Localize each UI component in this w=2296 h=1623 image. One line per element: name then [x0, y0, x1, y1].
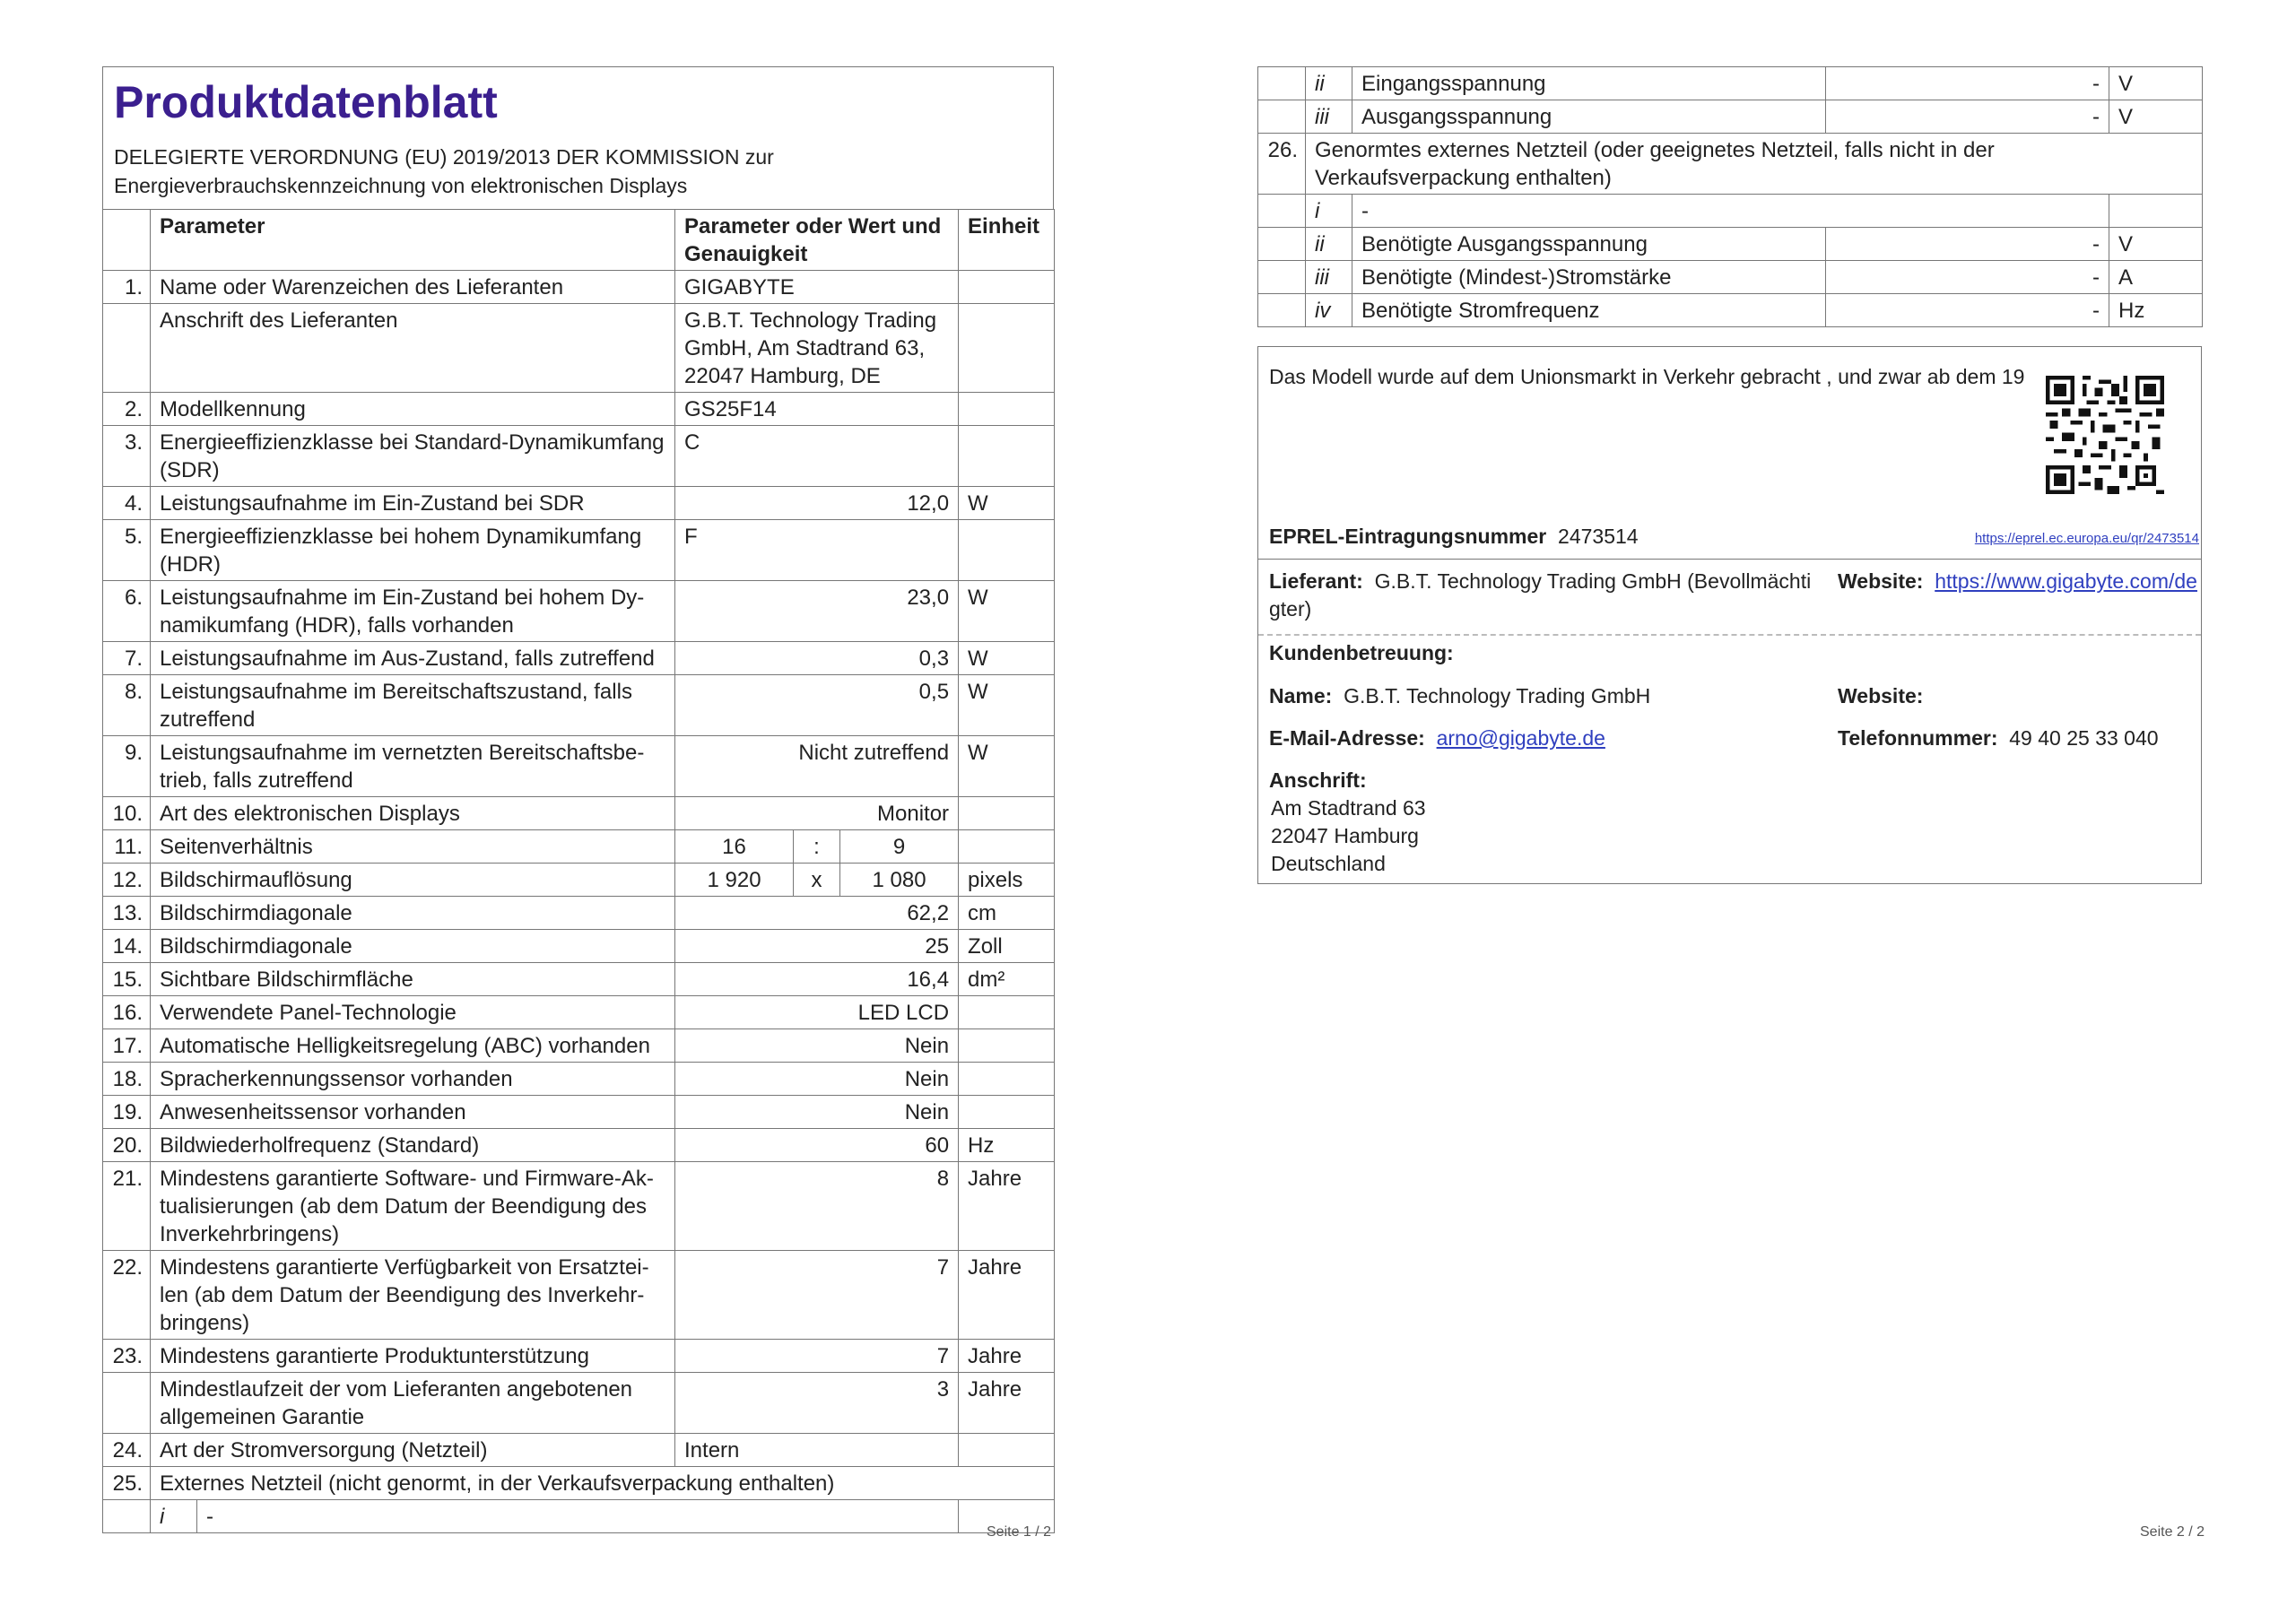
eprel-info-box	[1257, 346, 2202, 884]
table-row	[103, 963, 1055, 996]
row-value: 60	[675, 1129, 959, 1162]
table-row	[1258, 261, 2203, 294]
name-label: Name:	[1269, 684, 1333, 707]
aspect-width: 16	[675, 830, 794, 864]
table-row	[103, 1096, 1055, 1129]
divider	[1258, 559, 2201, 560]
row-value: 23,0	[675, 581, 959, 642]
row-parameter: Leistungsaufnahme im Aus-Zustand, falls zutreffend	[151, 642, 675, 675]
email-label: E-Mail-Adresse:	[1269, 726, 1425, 750]
customer-phone	[1838, 725, 2159, 752]
table-row	[103, 1251, 1055, 1340]
row-number: 6.	[103, 581, 151, 642]
row-number: 8.	[103, 675, 151, 736]
row-value: F	[675, 520, 959, 581]
row-value: GS25F14	[675, 393, 959, 426]
page-number-1: Seite 1 / 2	[987, 1524, 1052, 1540]
row-value: Nein	[675, 1063, 959, 1096]
row-unit	[959, 1029, 1055, 1063]
table-row	[103, 1467, 1055, 1500]
row-number	[103, 304, 151, 393]
table-row	[103, 897, 1055, 930]
table-row	[103, 736, 1055, 797]
row-parameter: Anschrift des Lieferanten	[151, 304, 675, 393]
eprel-registration	[1269, 523, 1639, 551]
row-unit	[959, 1063, 1055, 1096]
customer-service-label: Kundenbetreuung:	[1269, 641, 1454, 664]
table-row	[103, 581, 1055, 642]
table-row	[103, 271, 1055, 304]
sub-label: Ausgangsspannung	[1352, 100, 1826, 134]
row-parameter: Anwesenheitssensor vorhanden	[151, 1096, 675, 1129]
sub-value: -	[1826, 100, 2109, 134]
table-row	[103, 930, 1055, 963]
row-parameter: Energieeffizienzklasse bei Standard-Dynamikumfang (SDR)	[151, 426, 675, 487]
row-unit: Hz	[959, 1129, 1055, 1162]
sub-label: Benötigte (Mindest-)Stromstärke	[1352, 261, 1826, 294]
customer-website-label: Website:	[1838, 684, 1924, 707]
resolution-width: 1 920	[675, 864, 794, 897]
row-number: 12.	[103, 864, 151, 897]
row-number: 20.	[103, 1129, 151, 1162]
row-unit	[959, 1434, 1055, 1467]
row-number: 4.	[103, 487, 151, 520]
row-value: 62,2	[675, 897, 959, 930]
supplier-website	[1838, 568, 2198, 595]
row-unit	[959, 426, 1055, 487]
eprel-link[interactable]: https://eprel.ec.europa.eu/qr/2473514	[1974, 531, 2199, 546]
row-value: 0,3	[675, 642, 959, 675]
table-row	[103, 304, 1055, 393]
row-number	[1258, 261, 1306, 294]
table-row	[1258, 294, 2203, 327]
row-parameter: Art des elektronischen Displays	[151, 797, 675, 830]
sub-index: ii	[1306, 228, 1352, 261]
row-unit: V	[2109, 67, 2203, 100]
row-parameter: Sichtbare Bildschirmfläche	[151, 963, 675, 996]
row-unit: V	[2109, 228, 2203, 261]
address-label: Anschrift:	[1269, 768, 1367, 792]
market-placement-text: Das Modell wurde auf dem Unionsmarkt in Verkehr gebracht , und zwar ab dem 19	[1269, 365, 2025, 388]
table-row	[1258, 228, 2203, 261]
row-parameter: Automatische Helligkeitsregelung (ABC) vorhanden	[151, 1029, 675, 1063]
table-row	[1258, 67, 2203, 100]
table-row	[103, 864, 1055, 897]
supplier-value: G.B.T. Technology Trading GmbH (Bevollmächti gter)	[1269, 569, 1812, 621]
row-unit: W	[959, 675, 1055, 736]
sub-value: -	[1826, 261, 2109, 294]
table-row	[103, 642, 1055, 675]
row-unit	[959, 830, 1055, 864]
row-number	[103, 1373, 151, 1434]
website-link[interactable]: https://www.gigabyte.com/de	[1935, 569, 2197, 593]
row-unit: A	[2109, 261, 2203, 294]
row-unit: Jahre	[959, 1373, 1055, 1434]
table-row	[103, 797, 1055, 830]
row-number: 7.	[103, 642, 151, 675]
phone-label: Telefonnummer:	[1838, 726, 1998, 750]
table-row	[103, 1063, 1055, 1096]
row-value: Nein	[675, 1029, 959, 1063]
row-number: 26.	[1258, 134, 1306, 195]
table-row	[103, 1373, 1055, 1434]
row-value: 3	[675, 1373, 959, 1434]
row-value: Nicht zutreffend	[675, 736, 959, 797]
row-value: 0,5	[675, 675, 959, 736]
row-number: 17.	[103, 1029, 151, 1063]
row-number: 5.	[103, 520, 151, 581]
row-parameter: Mindestens garantierte Verfügbarkeit von Ersatzteilen (ab dem Datum der Beendigung des Inverkehrbringens)	[151, 1251, 675, 1340]
row-number: 22.	[103, 1251, 151, 1340]
row-value: G.B.T. Technology Trading GmbH, Am Stadtrand 63, 22047 Hamburg, DE	[675, 304, 959, 393]
row-unit	[959, 393, 1055, 426]
row-number	[1258, 294, 1306, 327]
row-parameter: Mindestens garantierte Software- und Firmware-Aktualisierungen (ab dem Datum der Beendigung des Inverkehrbringens)	[151, 1162, 675, 1251]
address-line-3: Deutschland	[1271, 852, 1386, 875]
table-row	[103, 1029, 1055, 1063]
row-number: 21.	[103, 1162, 151, 1251]
row-number: 16.	[103, 996, 151, 1029]
row-number: 14.	[103, 930, 151, 963]
row-number: 13.	[103, 897, 151, 930]
row-number: 3.	[103, 426, 151, 487]
sub-label: Benötigte Stromfrequenz	[1352, 294, 1826, 327]
sub-label: Eingangsspannung	[1352, 67, 1826, 100]
row-value: Nein	[675, 1096, 959, 1129]
aspect-height: 9	[840, 830, 959, 864]
table-row	[1258, 134, 2203, 195]
row-unit: cm	[959, 897, 1055, 930]
row-value: 7	[675, 1340, 959, 1373]
sub-value: -	[1352, 195, 2109, 228]
row-parameter: Bildschirmdiagonale	[151, 897, 675, 930]
aspect-separator: :	[794, 830, 840, 864]
regulation-subtitle: DELEGIERTE VERORDNUNG (EU) 2019/2013 DER KOMMISSION zur Energieverbrauchskennzeichnung von elektronischen Displays	[114, 145, 774, 197]
page-title: Produktdatenblatt	[114, 77, 498, 127]
row-unit	[959, 1096, 1055, 1129]
row-parameter: Spracherkennungssensor vorhanden	[151, 1063, 675, 1096]
row-unit: Jahre	[959, 1251, 1055, 1340]
address-line-2: 22047 Hamburg	[1271, 824, 1419, 847]
row-value: Intern	[675, 1434, 959, 1467]
table-row	[1258, 100, 2203, 134]
row-unit: Jahre	[959, 1162, 1055, 1251]
sub-index: iii	[1306, 100, 1352, 134]
address-line-1: Am Stadtrand 63	[1271, 796, 1426, 820]
row-number: 9.	[103, 736, 151, 797]
row-number	[1258, 100, 1306, 134]
row-number	[103, 1500, 151, 1533]
sub-value: -	[1826, 294, 2109, 327]
dashed-divider	[1258, 634, 2201, 636]
row-value: 16,4	[675, 963, 959, 996]
qr-code-icon[interactable]	[2046, 376, 2164, 494]
power-supply-table	[1257, 66, 2203, 327]
row-unit: W	[959, 581, 1055, 642]
row-number	[1258, 195, 1306, 228]
row-number	[1258, 67, 1306, 100]
supplier-label: Lieferant:	[1269, 569, 1363, 593]
table-row	[103, 426, 1055, 487]
row-unit: Zoll	[959, 930, 1055, 963]
customer-name	[1269, 682, 1650, 710]
name-value: G.B.T. Technology Trading GmbH	[1344, 684, 1651, 707]
row-parameter: Mindestens garantierte Produktunterstützung	[151, 1340, 675, 1373]
row-unit	[2109, 195, 2203, 228]
row-number: 1.	[103, 271, 151, 304]
eprel-label: EPREL-Eintragungsnummer	[1269, 525, 1547, 548]
header-parameter: Parameter	[151, 210, 675, 271]
sub-index: ii	[1306, 67, 1352, 100]
row-parameter: Energieeffizienzklasse bei hohem Dynamikumfang (HDR)	[151, 520, 675, 581]
row-number: 10.	[103, 797, 151, 830]
product-data-table	[102, 209, 1055, 1533]
row-unit: Jahre	[959, 1340, 1055, 1373]
row-parameter: Bildschirmauflösung	[151, 864, 675, 897]
row-unit: pixels	[959, 864, 1055, 897]
row-unit: W	[959, 736, 1055, 797]
row-number: 24.	[103, 1434, 151, 1467]
row-number	[1258, 228, 1306, 261]
supplier-info	[1269, 568, 1825, 623]
header-num	[103, 210, 151, 271]
row-unit: V	[2109, 100, 2203, 134]
row-unit: Hz	[2109, 294, 2203, 327]
header-unit: Einheit	[959, 210, 1055, 271]
sub-value: -	[197, 1500, 959, 1533]
row-parameter: Art der Stromversorgung (Netzteil)	[151, 1434, 675, 1467]
row-parameter: Verwendete Panel-Technologie	[151, 996, 675, 1029]
row-value: Monitor	[675, 797, 959, 830]
email-link[interactable]: arno@gigabyte.de	[1436, 726, 1605, 750]
table-row	[103, 1340, 1055, 1373]
table-row	[103, 830, 1055, 864]
resolution-separator: x	[794, 864, 840, 897]
sub-index: iii	[1306, 261, 1352, 294]
row-number: 15.	[103, 963, 151, 996]
row-parameter: Leistungsaufnahme im Ein-Zustand bei hohem Dynamikumfang (HDR), falls vorhanden	[151, 581, 675, 642]
table-row	[103, 487, 1055, 520]
row-parameter: Externes Netzteil (nicht genormt, in der Verkaufsverpackung enthalten)	[151, 1467, 1055, 1500]
sub-value: -	[1826, 67, 2109, 100]
table-row	[103, 520, 1055, 581]
row-parameter: Seitenverhältnis	[151, 830, 675, 864]
row-value: LED LCD	[675, 996, 959, 1029]
page-1	[102, 66, 1054, 1533]
row-number: 19.	[103, 1096, 151, 1129]
row-value: GIGABYTE	[675, 271, 959, 304]
row-parameter: Leistungsaufnahme im vernetzten Bereitschaftsbetrieb, falls zutreffend	[151, 736, 675, 797]
table-row	[1258, 195, 2203, 228]
website-label: Website:	[1838, 569, 1924, 593]
table-row	[103, 1129, 1055, 1162]
sheet-header	[102, 66, 1054, 209]
row-value: C	[675, 426, 959, 487]
row-value: 7	[675, 1251, 959, 1340]
row-parameter: Leistungsaufnahme im Ein-Zustand bei SDR	[151, 487, 675, 520]
sub-value: -	[1826, 228, 2109, 261]
eprel-number: 2473514	[1558, 525, 1639, 548]
table-row	[103, 996, 1055, 1029]
row-unit	[959, 520, 1055, 581]
row-number: 18.	[103, 1063, 151, 1096]
row-parameter: Leistungsaufnahme im Bereitschaftszustand, falls zutreffend	[151, 675, 675, 736]
row-unit	[959, 271, 1055, 304]
row-number: 11.	[103, 830, 151, 864]
header-value: Parameter oder Wert und Genauigkeit	[675, 210, 959, 271]
row-value: 12,0	[675, 487, 959, 520]
customer-email	[1269, 725, 1605, 752]
row-unit	[959, 304, 1055, 393]
row-parameter: Bildschirmdiagonale	[151, 930, 675, 963]
table-row	[103, 1500, 1055, 1533]
row-unit	[959, 797, 1055, 830]
row-value: 25	[675, 930, 959, 963]
sub-label: Benötigte Ausgangsspannung	[1352, 228, 1826, 261]
sub-index: i	[151, 1500, 197, 1533]
row-number: 25.	[103, 1467, 151, 1500]
sub-index: iv	[1306, 294, 1352, 327]
row-value: 8	[675, 1162, 959, 1251]
row-parameter: Bildwiederholfrequenz (Standard)	[151, 1129, 675, 1162]
table-header-row	[103, 210, 1055, 271]
row-parameter: Mindestlaufzeit der vom Lieferanten angebotenen allgemeinen Garantie	[151, 1373, 675, 1434]
row-unit: W	[959, 642, 1055, 675]
row-number: 23.	[103, 1340, 151, 1373]
row-parameter: Modellkennung	[151, 393, 675, 426]
table-row	[103, 1434, 1055, 1467]
row-unit	[959, 996, 1055, 1029]
row-unit: dm²	[959, 963, 1055, 996]
table-row	[103, 675, 1055, 736]
table-row	[103, 1162, 1055, 1251]
phone-value: 49 40 25 33 040	[2009, 726, 2159, 750]
row-number: 2.	[103, 393, 151, 426]
row-unit: W	[959, 487, 1055, 520]
row-parameter: Name oder Warenzeichen des Lieferanten	[151, 271, 675, 304]
page-number-2: Seite 2 / 2	[2140, 1524, 2205, 1540]
sub-index: i	[1306, 195, 1352, 228]
row-parameter: Genormtes externes Netzteil (oder geeignetes Netzteil, falls nicht in der Verkaufsverpackung enthalten)	[1306, 134, 2203, 195]
resolution-height: 1 080	[840, 864, 959, 897]
table-row	[103, 393, 1055, 426]
